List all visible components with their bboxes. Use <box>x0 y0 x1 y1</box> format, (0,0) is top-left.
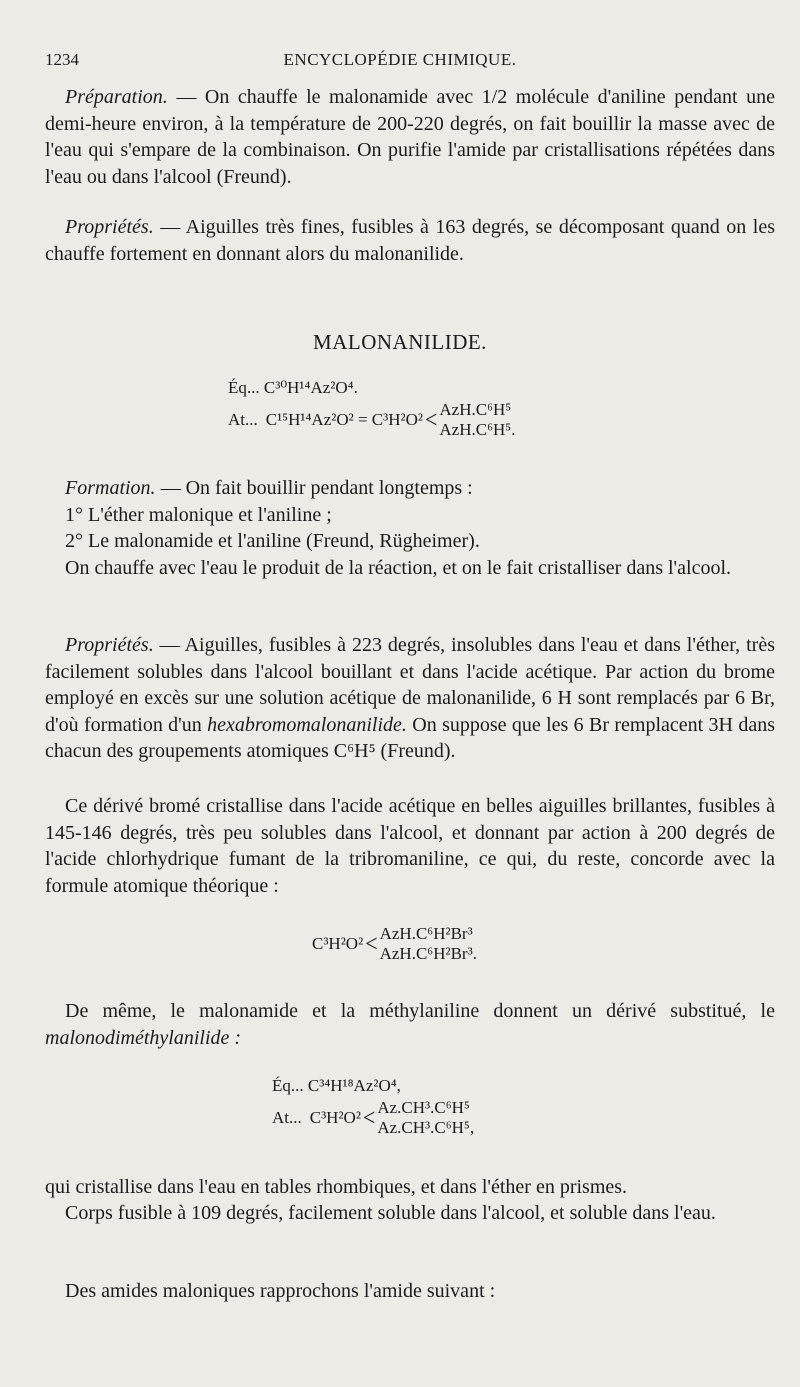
branch-brace: < <box>424 405 438 434</box>
dimethyl-paragraph <box>45 998 775 1051</box>
preparation-text: — On chauffe le malonamide avec 1/2 molécule d'aniline pendant une demi-heure environ, à la température de 200-220 degrés, on fait bouillir la masse avec de l'eau qui s'empare de la combinaison. On purifie l'amide par cristallisations répétées dans l'eau ou dans l'alcool (Freund). <box>45 86 775 188</box>
formula3-branch-bottom: Az.CH³.C⁶H⁵, <box>377 1118 475 1137</box>
formula3-branch-top: Az.CH³.C⁶H⁵ <box>377 1098 470 1117</box>
page-number: 1234 <box>45 50 79 69</box>
preparation-paragraph <box>45 84 775 190</box>
formation-paragraph <box>45 475 775 581</box>
properties-text-2b: On suppose que les 6 Br remplacent 3H dans chacun des groupements atomiques C⁶H⁵ (Freund). <box>45 713 775 762</box>
dimethyl-text: De même, le malonamide et la méthylaniline donnent un dérivé substitué, le <box>65 1000 775 1022</box>
formula-branch-top: AzH.C⁶H⁵ <box>439 400 512 419</box>
crystallization-line: qui cristallise dans l'eau en tables rhombiques, et dans l'éther en prismes. <box>45 1176 628 1198</box>
formation-item-2: 2° Le malonamide et l'aniline (Freund, Rügheimer). <box>65 530 480 552</box>
formula3-at-label: At... <box>272 1108 302 1127</box>
formula3-eq-label: Éq... <box>272 1076 304 1095</box>
section-title: MALONANILIDE. <box>313 330 487 354</box>
formula-branch-bottom: AzH.C⁶H⁵. <box>439 420 516 439</box>
bromo-derivative-text: Ce dérivé bromé cristallise dans l'acide acétique en belles aiguilles brillantes, fusibles à 145-146 degrés, très peu solubles dans l'alcool, et donnant par action à 200 degrés de l'acide chlorhydrique fumant de la tribromaniline, ce qui, du reste, concorde avec la formule atomique théorique : <box>45 795 775 897</box>
body-text: Corps fusible à 109 degrés, facilement soluble dans l'alcool, et soluble dans l'eau. <box>65 1202 716 1224</box>
formula3-equivalent <box>272 1076 401 1096</box>
branch-brace-2: < <box>365 929 378 958</box>
formula-at-lhs: C¹⁵H¹⁴Az²O² = C³H²O² <box>265 410 423 429</box>
formation-note: On chauffe avec l'eau le produit de la réaction, et on le fait cristalliser dans l'alcool. <box>65 556 732 579</box>
formula-tribromo <box>312 924 477 964</box>
formula2-branch-bottom: AzH.C⁶H²Br³. <box>379 944 477 963</box>
hexabromo-term: hexabromomalonanilide. <box>207 713 407 736</box>
bromo-derivative-paragraph <box>45 793 775 899</box>
formation-label: Formation. <box>65 477 156 499</box>
formula3-eq-value: C³⁴H¹⁸Az²O⁴, <box>307 1076 401 1095</box>
formula-at-label: At... <box>228 410 258 429</box>
formula3-at-lhs: C³H²O² <box>309 1108 361 1127</box>
properties-paragraph-1 <box>45 214 775 267</box>
properties-text-1: — Aiguilles très fines, fusibles à 163 degrés, se décomposant quand on les chauffe fortement en donnant alors du malonanilide. <box>45 216 775 265</box>
formula-atomic <box>228 400 515 440</box>
properties-text-2a: — Aiguilles, fusibles à 223 degrés, insolubles dans l'eau et dans l'éther, très facilement solubles dans l'alcool bouillant et dans l'acide acétique. Par action du brome employé en excès sur une solution acétique de malonanilide, 6 H sont remplacés par 6 Br, d'où formation d'un <box>45 634 775 736</box>
formula2-lhs: C³H²O² <box>312 934 364 953</box>
formation-text: — On fait bouillir pendant longtemps : <box>155 477 473 499</box>
formula2-branch-top: AzH.C⁶H²Br³ <box>379 924 473 943</box>
formula-equivalent <box>228 378 358 398</box>
formula3-atomic <box>272 1098 474 1138</box>
formula-eq-label: Éq... <box>228 378 260 397</box>
formation-item-1: 1° L'éther malonique et l'aniline ; <box>65 503 332 526</box>
branch-brace-3: < <box>362 1103 376 1132</box>
properties-label-2: Propriétés. <box>65 634 154 656</box>
running-title: ENCYCLOPÉDIE CHIMIQUE. <box>283 50 517 69</box>
final-line: Des amides maloniques rapprochons l'amide suivant : <box>65 1280 496 1302</box>
preparation-label: Préparation. <box>65 86 168 108</box>
dimethyl-term: malonodiméthylanilide : <box>45 1026 242 1049</box>
properties-label-1: Propriétés. <box>65 216 154 238</box>
body-paragraph <box>45 1200 775 1227</box>
page-header <box>45 50 755 74</box>
formula-eq-value: C³⁰H¹⁴Az²O⁴. <box>263 378 358 397</box>
properties-paragraph-2 <box>45 632 775 765</box>
